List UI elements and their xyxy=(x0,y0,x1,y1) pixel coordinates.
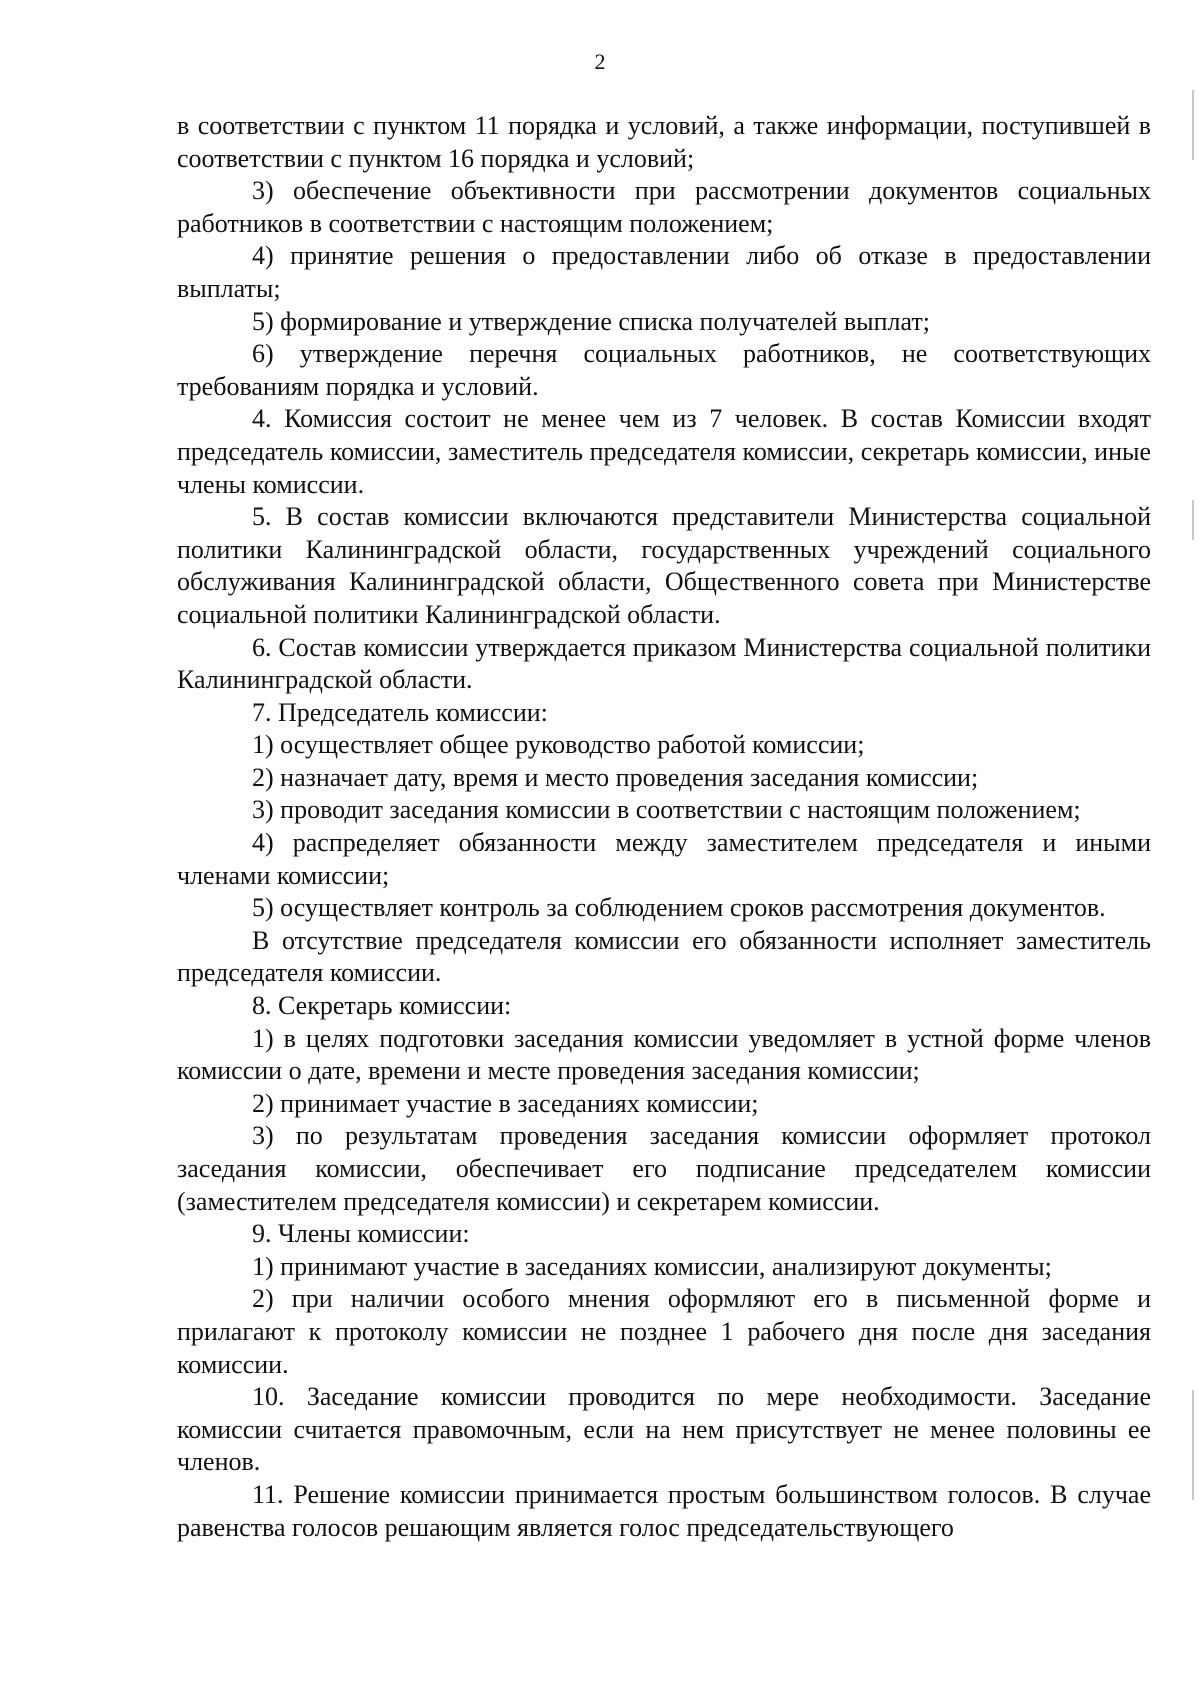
paragraph: 11. Решение комиссии принимается простым большинством голосов. В случае равенства голосов решающим является голос председательствующего xyxy=(177,1479,1151,1542)
scan-edge-mark xyxy=(1192,500,1194,540)
paragraph: 3) обеспечение объективности при рассмотрении документов социальных работников в соответствии с настоящим положением; xyxy=(177,176,1151,238)
paragraph: 4. Комиссия состоит не менее чем из 7 человек. В состав Комиссии входят председатель комиссии, заместитель председателя комиссии, секретарь комиссии, иные члены комиссии. xyxy=(177,404,1151,499)
page-number: 2 xyxy=(594,49,606,74)
scan-edge-mark xyxy=(1192,1390,1194,1500)
paragraph: В отсутствие председателя комиссии его обязанности исполняет заместитель председателя комиссии. xyxy=(177,925,1151,988)
scan-edge-mark xyxy=(1192,90,1194,160)
section-heading: 8. Секретарь комиссии: xyxy=(252,991,512,1021)
paragraph: 2) назначает дату, время и место проведения заседания комиссии; xyxy=(252,762,979,792)
paragraph: 6) утверждение перечня социальных работников, не соответствующих требованиям порядка и условий. xyxy=(177,339,1151,401)
paragraph: 1) осуществляет общее руководство работой комиссии; xyxy=(252,730,865,760)
paragraph: 2) при наличии особого мнения оформляют его в письменной форме и прилагают к протоколу комиссии не позднее 1 рабочего дня после дня заседания комиссии. xyxy=(177,1284,1151,1379)
paragraph: 2) принимает участие в заседаниях комиссии; xyxy=(252,1088,759,1118)
paragraph: 3) проводит заседания комиссии в соответствии с настоящим положением; xyxy=(252,795,1081,825)
paragraph: 10. Заседание комиссии проводится по мере необходимости. Заседание комиссии считается правомочным, если на нем присутствует не менее половины ее членов. xyxy=(177,1382,1151,1477)
paragraph: 5. В состав комиссии включаются представители Министерства социальной политики Калининградской области, государственных учреждений социального обслуживания Калининградской области, Общественного совета при Министерстве социальной политики Калининградской области. xyxy=(177,502,1151,629)
paragraph: 6. Состав комиссии утверждается приказом Министерства социальной политики Калининградской области. xyxy=(177,632,1151,695)
paragraph-continuation: в соответствии с пунктом 11 порядка и условий, а также информации, поступившей в соответствии с пунктом 16 порядка и условий; xyxy=(177,111,1151,173)
section-heading: 9. Члены комиссии: xyxy=(252,1219,470,1249)
document-body xyxy=(177,110,1151,1544)
paragraph: 4) принятие решения о предоставлении либо об отказе в предоставлении выплаты; xyxy=(177,241,1151,303)
paragraph: 5) осуществляет контроль за соблюдением сроков рассмотрения документов. xyxy=(252,893,1106,923)
paragraph: 5) формирование и утверждение списка получателей выплат; xyxy=(252,306,930,336)
paragraph: 3) по результатам проведения заседания комиссии оформляет протокол заседания комиссии, обеспечивает его подписание председателем комиссии (заместителем председателя комиссии) и секретарем комиссии. xyxy=(177,1121,1151,1216)
paragraph: 1) принимают участие в заседаниях комиссии, анализируют документы; xyxy=(252,1251,1052,1281)
paragraph: 4) распределяет обязанности между заместителем председателя и иными членами комиссии; xyxy=(177,828,1151,890)
paragraph: 1) в целях подготовки заседания комиссии уведомляет в устной форме членов комиссии о дате, времени и месте проведения заседания комиссии; xyxy=(177,1023,1151,1086)
section-heading: 7. Председатель комиссии: xyxy=(252,697,548,727)
